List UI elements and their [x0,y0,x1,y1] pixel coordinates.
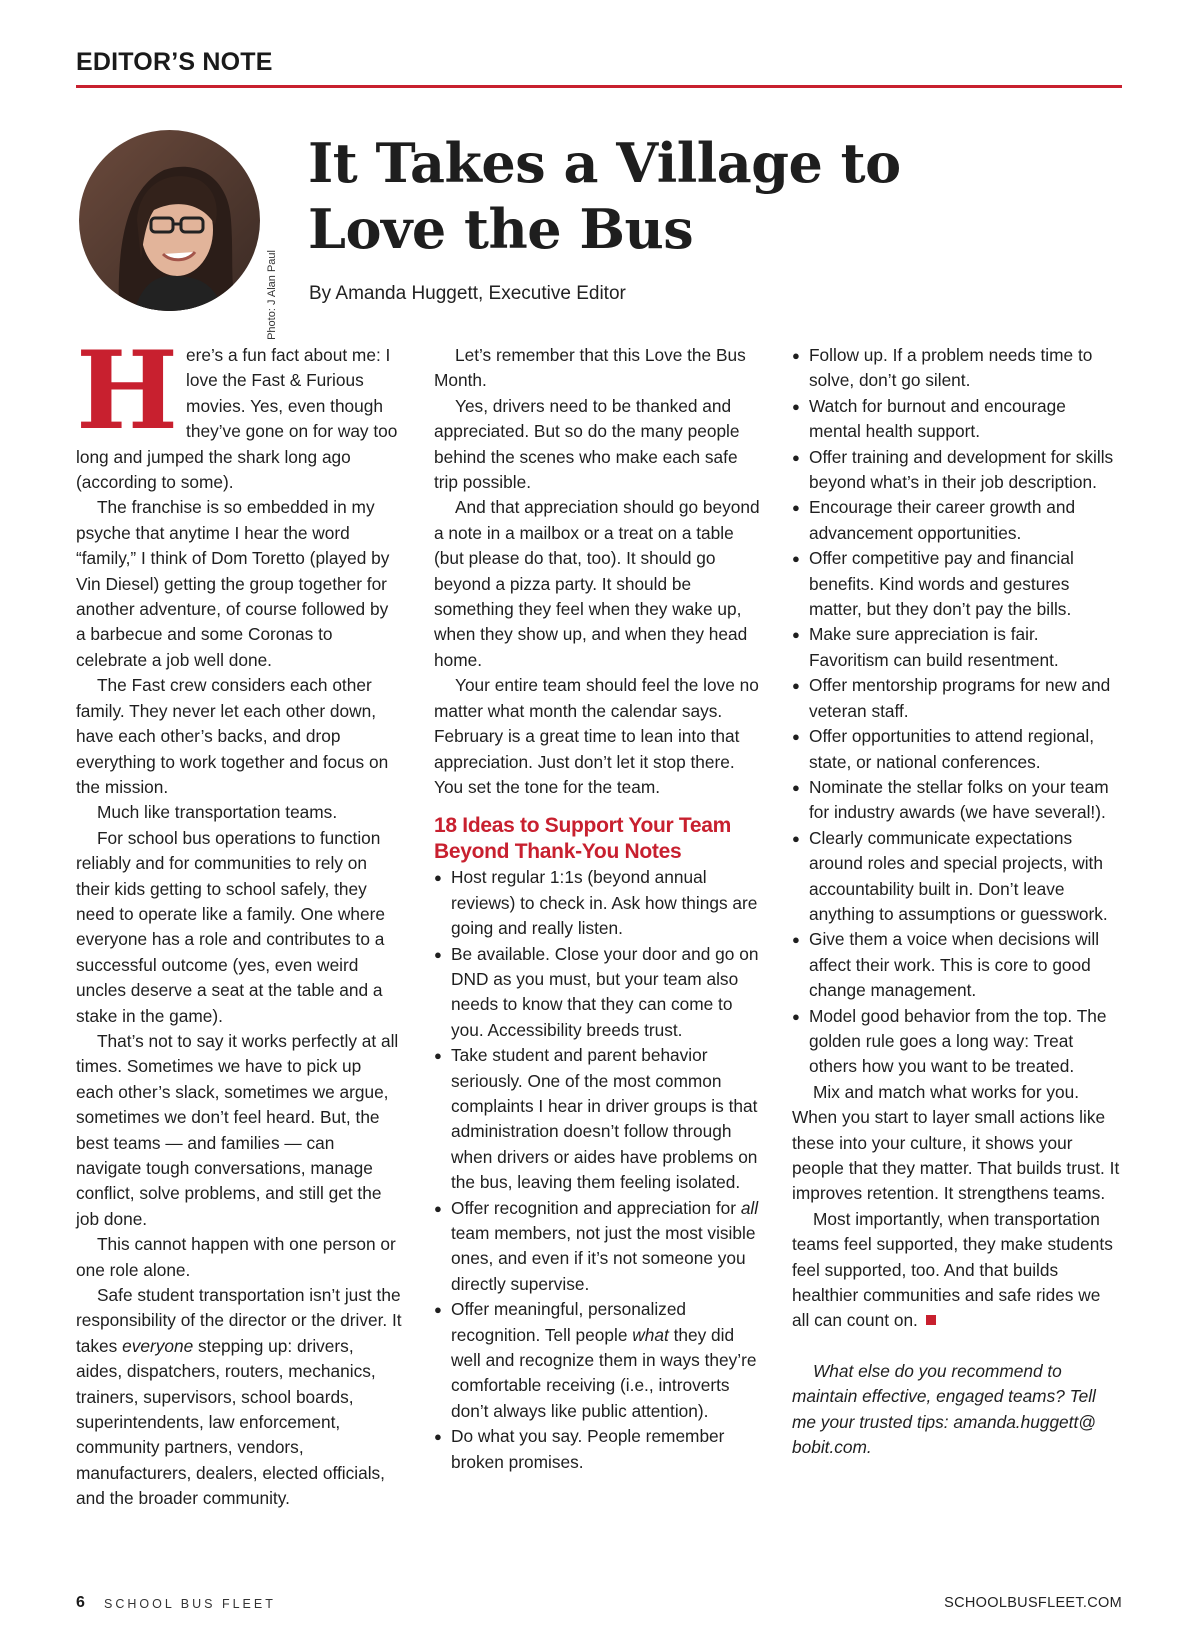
column-1 [76,328,402,1512]
list-item: ● Give them a voice when decisions will affect their work. This is core to good change management. [792,927,1122,1003]
section-rule [76,85,1122,88]
paragraph: Your entire team should feel the love no matter what month the calendar says. February is a great time to lean into that appreciation. Just don’t let it stop there. You set the tone for the team. [434,675,759,797]
section-label: EDITOR’S NOTE [76,48,273,76]
closing-question: What else do you recommend to maintain effective, engaged teams? Tell me your trusted tips: amanda.huggett@ bobit.com. [792,1360,1096,1458]
byline: By Amanda Huggett, Executive Editor [309,283,626,304]
ideas-list [434,865,764,1475]
list-item: ● Clearly communicate expectations around roles and special projects, with accountability built in. Don’t leave anything to assumptions or guesswork. [792,826,1122,928]
column-3 [792,343,1122,1460]
ideas-subhead: 18 Ideas to Support Your Team Beyond Thank-You Notes [434,814,732,864]
paragraph: That’s not to say it works perfectly at all times. Sometimes we have to pick up each other’s slack, sometimes we argue, sometimes we don’t feel heard. But, the best teams — and families — can navigate tough conversations, manage conflict, solve problems, and still get the job done. [76,1030,399,1229]
list-item: ● Encourage their career growth and advancement opportunities. [792,495,1122,546]
paragraph: Let’s remember that this Love the Bus Month. [434,345,746,391]
headline [308,130,1108,262]
end-mark-icon [926,1315,936,1325]
paragraph: Most importantly, when transportation teams feel supported, they make students feel supported, too. And that builds healthier communities and safe rides we all can count on. [792,1208,1113,1331]
column-2 [434,343,764,1475]
list-item: ● Offer competitive pay and financial benefits. Kind words and gestures matter, but they don’t pay the bills. [792,546,1122,622]
headline-line-2: Love the Bus [308,197,694,261]
list-item: ● Offer opportunities to attend regional, state, or national conferences. [792,724,1122,775]
paragraph: The franchise is so embedded in my psyche that anytime I hear the word “family,” I think of Dom Toretto (played by Vin Diesel) getting the group together for another adventure, of course followed by a barbecue and some Coronas to celebrate a job well done. [76,497,390,670]
author-portrait [79,130,260,311]
website-link[interactable]: SCHOOLBUSFLEET.COM [944,1595,1122,1611]
list-item: ● Offer recognition and appreciation for all team members, not just the most visible ones, and even if it’s not someone you directly supervise. [434,1196,764,1298]
list-item: ● Offer mentorship programs for new and veteran staff. [792,673,1122,724]
paragraph: The Fast crew considers each other family. They never let each other down, have each other’s backs, and drop everything to work together and focus on the mission. [76,675,389,797]
list-item: ● Model good behavior from the top. The golden rule goes a long way: Treat others how you want to be treated. [792,1004,1122,1080]
paragraph: And that appreciation should go beyond a note in a mailbox or a treat on a table (but please do that, too). It should go beyond a pizza party. It should be something they feel when they wake up, when they show up, and when they head home. [434,497,760,670]
list-item: ● Watch for burnout and encourage mental health support. [792,394,1122,445]
list-item: ● Do what you say. People remember broken promises. [434,1424,764,1475]
photo-credit: Photo: J Alan Paul [266,250,278,340]
ideas-list-continued [792,343,1122,1080]
drop-cap: H [76,328,179,454]
list-item: ● Follow up. If a problem needs time to solve, don’t go silent. [792,343,1122,394]
paragraph: Yes, drivers need to be thanked and appreciated. But so do the many people behind the scenes who make each safe trip possible. [434,395,740,493]
list-item: ● Host regular 1:1s (beyond annual reviews) to check in. Ask how things are going and really listen. [434,865,764,941]
paragraph: For school bus operations to function reliably and for communities to rely on their kids getting to school safely, they need to operate like a family. One where everyone has a role and contributes to a successful outcome (yes, even weird uncles deserve a seat at the table and a stake in the game). [76,827,385,1026]
list-item: ● Nominate the stellar folks on your team for industry awards (we have several!). [792,775,1122,826]
list-item: ● Offer meaningful, personalized recognition. Tell people what they did well and recognize them in ways they’re comfortable receiving (i.e., introverts don’t always like public attention). [434,1297,764,1424]
list-item: ● Offer training and development for skills beyond what’s in their job description. [792,445,1122,496]
list-item: ● Make sure appreciation is fair. Favoritism can build resentment. [792,622,1122,673]
paragraph: Mix and match what works for you. When you start to layer small actions like these into your culture, it shows your people that they matter. That builds trust. It improves retention. It strengthens teams. [792,1081,1120,1204]
magazine-name: SCHOOL BUS FLEET [104,1597,276,1611]
paragraph: This cannot happen with one person or one role alone. [76,1234,396,1280]
headline-line-1: It Takes a Village to [308,131,901,195]
paragraph: Much like transportation teams. [97,802,338,823]
list-item: ● Take student and parent behavior seriously. One of the most common complaints I hear in driver groups is that administration doesn’t follow through when drivers or aides have problems on the bus, leaving them feeling isolated. [434,1043,764,1195]
page-number: 6 [76,1594,85,1611]
paragraph: Safe student transportation isn’t just the responsibility of the director or the driver. It takes everyone stepping up: drivers, aides, dispatchers, routers, mechanics, trainers, supervisors, school boards, superintendents, law enforcement, community partners, vendors, manufacturers, dealers, elected officials, and the broader community. [76,1285,402,1509]
list-item: ● Be available. Close your door and go on DND as you must, but your team also needs to know that they can come to you. Accessibility breeds trust. [434,942,764,1044]
paragraph: Here’s a fun fact about me: I love the Fast & Furious movies. Yes, even though they’ve gone on for way too long and jumped the shark long ago (according to some). [76,328,398,493]
